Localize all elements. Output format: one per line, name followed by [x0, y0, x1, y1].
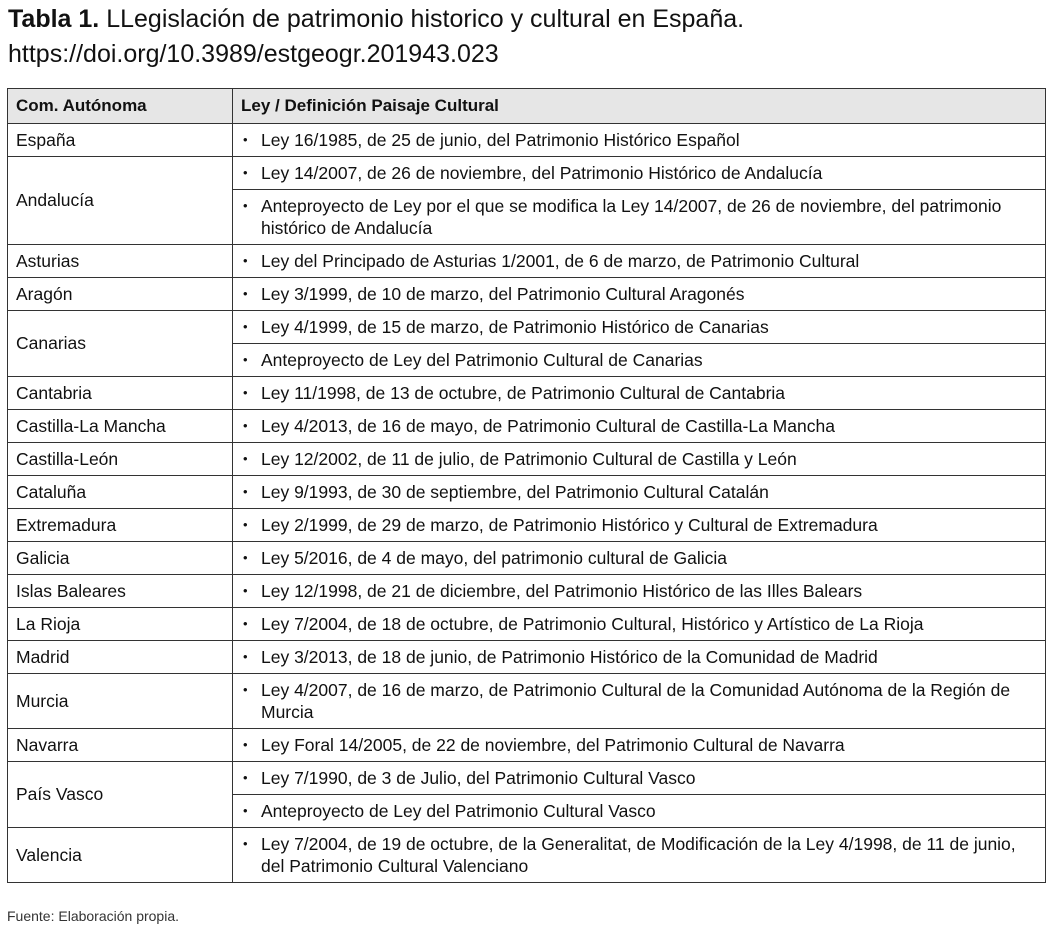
law-item [241, 311, 1037, 343]
law-item [241, 762, 1037, 794]
bullet-icon: • [243, 385, 248, 400]
region-cell: Andalucía [8, 157, 233, 245]
caption-title: LLegislación de patrimonio historico y cultural en España. [106, 5, 745, 33]
law-item [241, 828, 1037, 882]
bullet-icon: • [243, 198, 248, 213]
law-cell [233, 674, 1046, 729]
law-item [241, 377, 1037, 409]
law-text: Ley 5/2016, de 4 de mayo, del patrimonio cultural de Galicia [261, 548, 727, 568]
region-cell: Murcia [8, 674, 233, 729]
table-row [8, 608, 1046, 641]
bullet-icon: • [243, 583, 248, 598]
table-row [8, 762, 1046, 795]
law-text: Ley 14/2007, de 26 de noviembre, del Patrimonio Histórico de Andalucía [261, 163, 823, 183]
region-cell: Extremadura [8, 509, 233, 542]
bullet-icon: • [243, 165, 248, 180]
table-row [8, 124, 1046, 157]
law-item [241, 157, 1037, 189]
law-cell [233, 641, 1046, 674]
law-cell [233, 608, 1046, 641]
bullet-icon: • [243, 286, 248, 301]
law-text: Ley 4/2013, de 16 de mayo, de Patrimonio Cultural de Castilla-La Mancha [261, 416, 835, 436]
table-row [8, 575, 1046, 608]
table-row [8, 674, 1046, 729]
region-cell: Castilla-La Mancha [8, 410, 233, 443]
region-cell: Madrid [8, 641, 233, 674]
law-text: Ley 3/2013, de 18 de junio, de Patrimonio Histórico de la Comunidad de Madrid [261, 647, 878, 667]
table-row [8, 828, 1046, 883]
law-text: Ley 12/1998, de 21 de diciembre, del Patrimonio Histórico de las Illes Balears [261, 581, 863, 601]
law-cell [233, 476, 1046, 509]
bullet-icon: • [243, 253, 248, 268]
caption-doi: https://doi.org/10.3989/estgeogr.201943.023 [8, 40, 499, 68]
law-cell [233, 542, 1046, 575]
law-item [241, 190, 1037, 244]
table-row [8, 641, 1046, 674]
law-item [241, 641, 1037, 673]
law-cell [233, 278, 1046, 311]
law-item [241, 542, 1037, 574]
law-item [241, 509, 1037, 541]
table-row [8, 157, 1046, 190]
law-cell [233, 410, 1046, 443]
table-row [8, 509, 1046, 542]
bullet-icon: • [243, 132, 248, 147]
table-row [8, 443, 1046, 476]
law-item [241, 124, 1037, 156]
region-cell: España [8, 124, 233, 157]
law-item [241, 795, 1037, 827]
table-header-row [8, 89, 1046, 124]
table-caption [8, 2, 744, 72]
law-text: Anteproyecto de Ley del Patrimonio Cultural Vasco [261, 801, 656, 821]
region-cell: Asturias [8, 245, 233, 278]
bullet-icon: • [243, 352, 248, 367]
law-cell [233, 729, 1046, 762]
caption-label: Tabla 1. [8, 5, 100, 33]
law-cell [233, 762, 1046, 795]
region-cell: Canarias [8, 311, 233, 377]
region-cell: Islas Baleares [8, 575, 233, 608]
law-text: Ley 9/1993, de 30 de septiembre, del Patrimonio Cultural Catalán [261, 482, 769, 502]
bullet-icon: • [243, 484, 248, 499]
region-cell: País Vasco [8, 762, 233, 828]
law-text: Ley 3/1999, de 10 de marzo, del Patrimonio Cultural Aragonés [261, 284, 745, 304]
law-item [241, 575, 1037, 607]
law-cell [233, 509, 1046, 542]
law-text: Ley 12/2002, de 11 de julio, de Patrimonio Cultural de Castilla y León [261, 449, 797, 469]
region-cell: La Rioja [8, 608, 233, 641]
bullet-icon: • [243, 770, 248, 785]
law-cell [233, 245, 1046, 278]
law-cell [233, 124, 1046, 157]
law-cell [233, 311, 1046, 344]
bullet-icon: • [243, 319, 248, 334]
region-cell: Galicia [8, 542, 233, 575]
bullet-icon: • [243, 649, 248, 664]
law-cell [233, 575, 1046, 608]
region-cell: Cantabria [8, 377, 233, 410]
table-row [8, 542, 1046, 575]
region-cell: Navarra [8, 729, 233, 762]
law-text: Anteproyecto de Ley por el que se modifica la Ley 14/2007, de 26 de noviembre, del patrimonio histórico de Andalucía [261, 196, 1002, 238]
region-cell: Cataluña [8, 476, 233, 509]
table-row [8, 410, 1046, 443]
law-cell [233, 377, 1046, 410]
bullet-icon: • [243, 836, 248, 851]
law-text: Anteproyecto de Ley del Patrimonio Cultural de Canarias [261, 350, 703, 370]
table-body [8, 124, 1046, 883]
law-item [241, 729, 1037, 761]
bullet-icon: • [243, 737, 248, 752]
law-text: Ley del Principado de Asturias 1/2001, de 6 de marzo, de Patrimonio Cultural [261, 251, 860, 271]
table-row [8, 278, 1046, 311]
column-header-law: Ley / Definición Paisaje Cultural [233, 89, 1046, 124]
region-cell: Valencia [8, 828, 233, 883]
table-row [8, 729, 1046, 762]
law-item [241, 410, 1037, 442]
law-cell [233, 344, 1046, 377]
law-item [241, 344, 1037, 376]
law-cell [233, 795, 1046, 828]
bullet-icon: • [243, 517, 248, 532]
bullet-icon: • [243, 418, 248, 433]
bullet-icon: • [243, 451, 248, 466]
column-header-region: Com. Autónoma [8, 89, 233, 124]
region-cell: Aragón [8, 278, 233, 311]
bullet-icon: • [243, 803, 248, 818]
bullet-icon: • [243, 682, 248, 697]
law-text: Ley 11/1998, de 13 de octubre, de Patrimonio Cultural de Cantabria [261, 383, 786, 403]
law-text: Ley 7/1990, de 3 de Julio, del Patrimonio Cultural Vasco [261, 768, 696, 788]
region-cell: Castilla-León [8, 443, 233, 476]
table-row [8, 245, 1046, 278]
source-note: Fuente: Elaboración propia. [7, 908, 179, 924]
law-text: Ley 7/2004, de 19 de octubre, de la Generalitat, de Modificación de la Ley 4/1998, de 11 de junio, del Patrimonio Cultural Valenciano [261, 834, 1016, 876]
table-row [8, 311, 1046, 344]
law-cell [233, 157, 1046, 190]
law-text: Ley 4/2007, de 16 de marzo, de Patrimonio Cultural de la Comunidad Autónoma de la Región de Murcia [261, 680, 1011, 722]
law-cell [233, 828, 1046, 883]
law-item [241, 674, 1037, 728]
bullet-icon: • [243, 616, 248, 631]
legislation-table [7, 88, 1046, 883]
law-item [241, 245, 1037, 277]
table-row [8, 476, 1046, 509]
law-item [241, 608, 1037, 640]
bullet-icon: • [243, 550, 248, 565]
law-item [241, 443, 1037, 475]
law-text: Ley 2/1999, de 29 de marzo, de Patrimonio Histórico y Cultural de Extremadura [261, 515, 878, 535]
table-row [8, 377, 1046, 410]
law-text: Ley Foral 14/2005, de 22 de noviembre, del Patrimonio Cultural de Navarra [261, 735, 845, 755]
law-text: Ley 7/2004, de 18 de octubre, de Patrimonio Cultural, Histórico y Artístico de La Rioja [261, 614, 924, 634]
law-cell [233, 190, 1046, 245]
law-item [241, 476, 1037, 508]
law-text: Ley 16/1985, de 25 de junio, del Patrimonio Histórico Español [261, 130, 740, 150]
law-cell [233, 443, 1046, 476]
law-item [241, 278, 1037, 310]
law-text: Ley 4/1999, de 15 de marzo, de Patrimonio Histórico de Canarias [261, 317, 769, 337]
